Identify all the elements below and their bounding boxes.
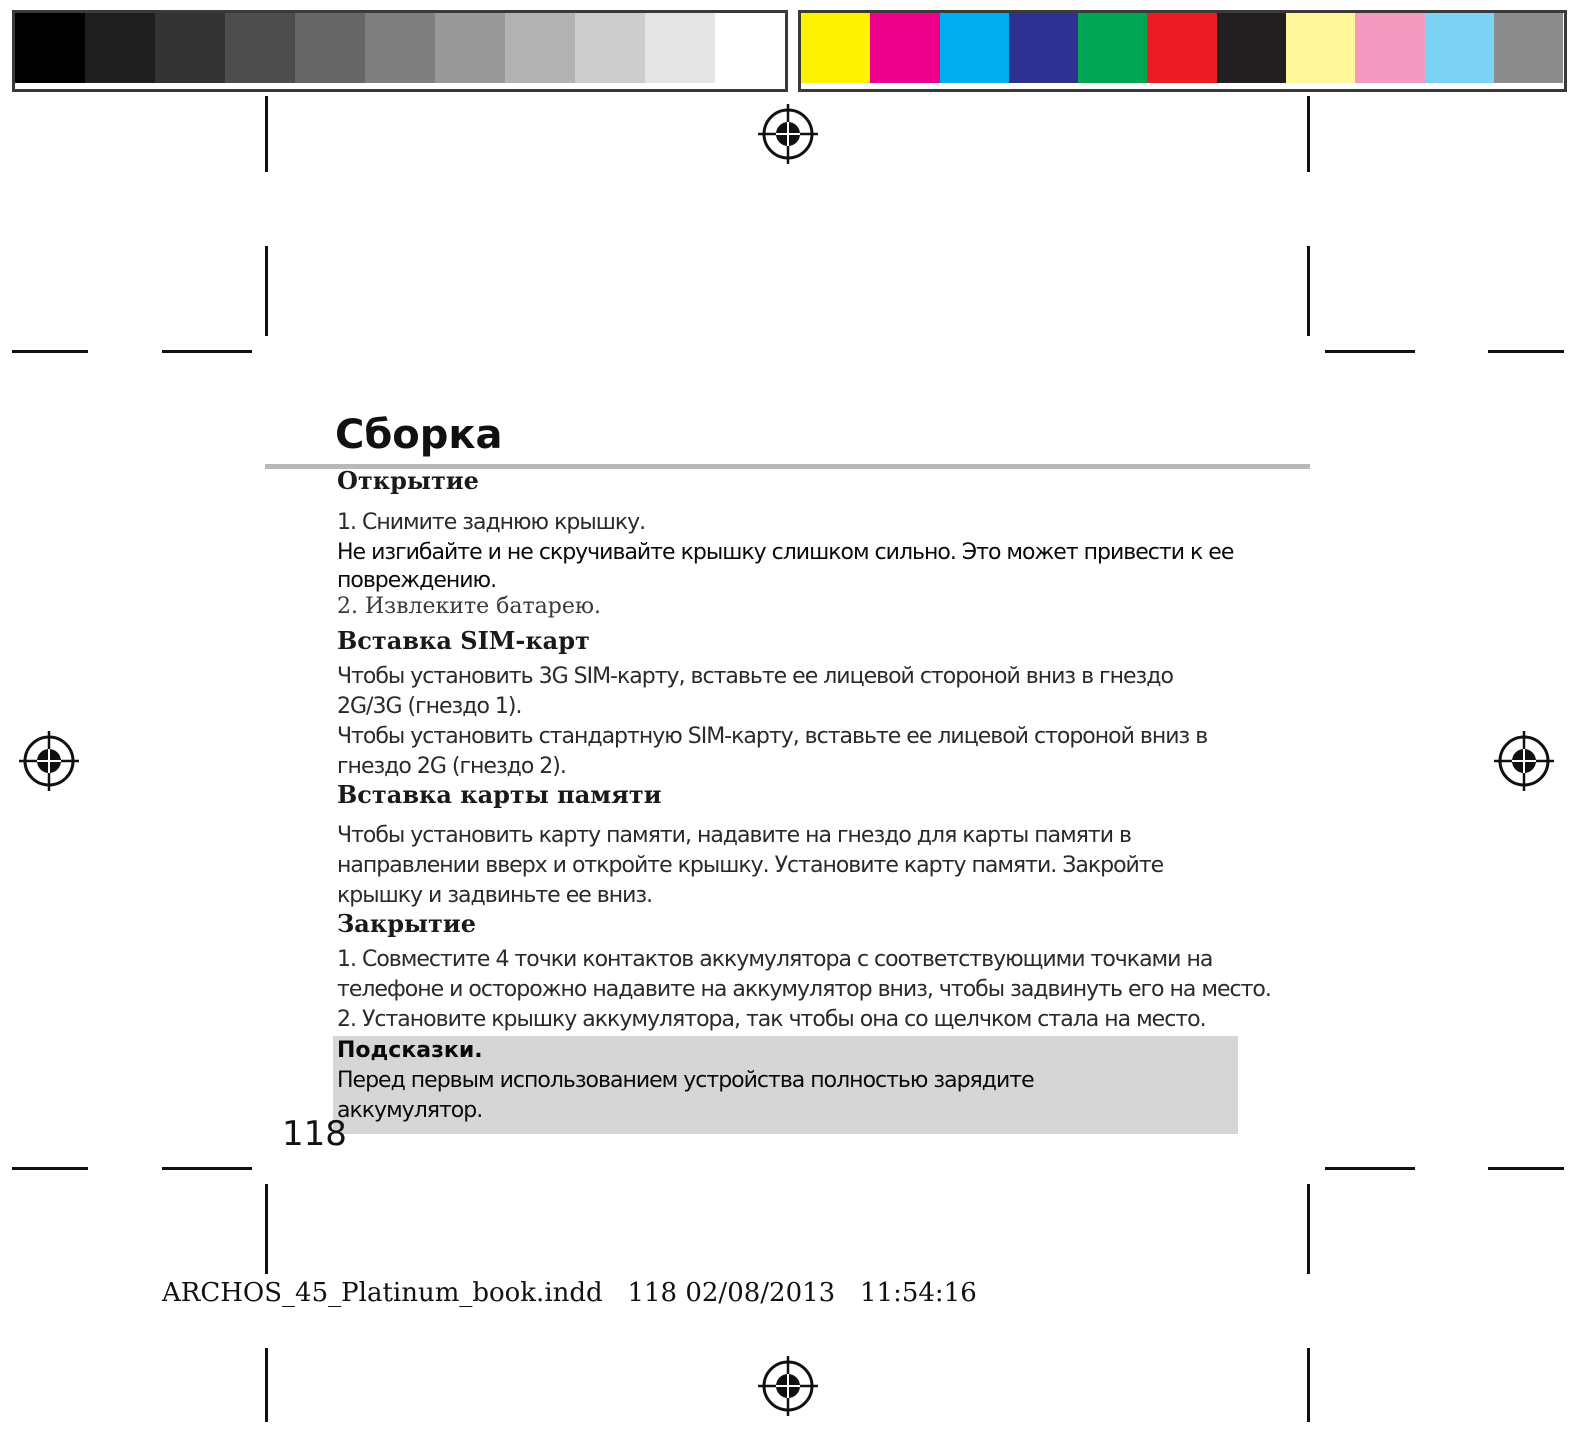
crop-mark [1307, 246, 1310, 336]
registration-mark-icon [758, 1356, 818, 1416]
sim-line-3: Чтобы установить стандартную SIM-карту, вставьте ее лицевой стороной вниз в [337, 724, 1208, 749]
closing-line-3: 2. Установите крышку аккумулятора, так чтобы она со щелчком стала на место. [337, 1007, 1206, 1032]
print-slug: ARCHOS_45_Platinum_book.indd 118 02/08/2013 11:54:16 [162, 1278, 977, 1308]
crop-mark [162, 1167, 252, 1170]
color-swatch [295, 13, 365, 83]
crop-mark [265, 96, 268, 172]
sim-line-2: 2G/3G (гнездо 1). [337, 694, 522, 719]
crop-mark [1307, 1184, 1310, 1274]
color-swatch [435, 13, 505, 83]
section-heading-opening: Открытие [337, 466, 479, 495]
color-swatch [1009, 13, 1078, 83]
memory-line-1: Чтобы установить карту памяти, надавите на гнездо для карты памяти в [337, 823, 1131, 848]
grayscale-color-bar [12, 10, 788, 92]
color-swatch [15, 13, 85, 83]
page-number: 118 [282, 1114, 347, 1154]
memory-line-3: крышку и задвиньте ее вниз. [337, 883, 653, 908]
color-swatch [1217, 13, 1286, 83]
crop-mark [162, 350, 252, 353]
color-swatch [645, 13, 715, 83]
color-swatch [801, 13, 870, 83]
color-swatch [1078, 13, 1147, 83]
color-swatch [1147, 13, 1216, 83]
color-swatch [1425, 13, 1494, 83]
color-swatch [225, 13, 295, 83]
color-swatch [1286, 13, 1355, 83]
sim-line-1: Чтобы установить 3G SIM-карту, вставьте ее лицевой стороной вниз в гнездо [337, 664, 1173, 689]
section-heading-memory-card: Вставка карты памяти [337, 780, 662, 809]
crop-mark [12, 1167, 88, 1170]
crop-mark [1325, 350, 1415, 353]
registration-mark-icon [1494, 731, 1554, 791]
color-swatch [715, 13, 785, 83]
page-title: Сборка [335, 412, 503, 458]
tips-title: Подсказки. [337, 1038, 483, 1063]
color-swatch [870, 13, 939, 83]
crop-mark [1307, 1348, 1310, 1422]
color-swatch [1355, 13, 1424, 83]
crop-mark [265, 1184, 268, 1274]
crop-mark [265, 1348, 268, 1422]
color-swatch [85, 13, 155, 83]
color-swatch [365, 13, 435, 83]
crop-mark [1307, 96, 1310, 172]
closing-line-2: телефоне и осторожно надавите на аккумулятор вниз, чтобы задвинуть его на место. [337, 977, 1271, 1002]
crop-mark [1325, 1167, 1415, 1170]
opening-warning-line-1: Не изгибайте и не скручивайте крышку слишком сильно. Это может привести к ее [337, 540, 1234, 565]
opening-step-2: 2. Извлеките батарею. [337, 594, 602, 619]
color-swatch [940, 13, 1009, 83]
opening-step-1: 1. Снимите заднюю крышку. [337, 510, 646, 535]
color-swatch [155, 13, 225, 83]
crop-mark [12, 350, 88, 353]
closing-line-1: 1. Совместите 4 точки контактов аккумулятора с соответствующими точками на [337, 947, 1213, 972]
color-swatch [1494, 13, 1563, 83]
tips-line-1: Перед первым использованием устройства полностью зарядите [337, 1068, 1034, 1093]
process-color-bar [798, 10, 1567, 92]
color-swatch [575, 13, 645, 83]
crop-mark [1488, 1167, 1564, 1170]
memory-line-2: направлении вверх и откройте крышку. Установите карту памяти. Закройте [337, 853, 1164, 878]
section-heading-closing: Закрытие [337, 909, 476, 938]
registration-mark-icon [19, 731, 79, 791]
sim-line-4: гнездо 2G (гнездо 2). [337, 754, 566, 779]
registration-mark-icon [758, 104, 818, 164]
opening-warning-line-2: повреждению. [337, 568, 497, 593]
tips-line-2: аккумулятор. [337, 1098, 483, 1123]
crop-mark [1488, 350, 1564, 353]
color-swatch [505, 13, 575, 83]
crop-mark [265, 246, 268, 336]
section-heading-sim: Вставка SIM-карт [337, 626, 590, 655]
